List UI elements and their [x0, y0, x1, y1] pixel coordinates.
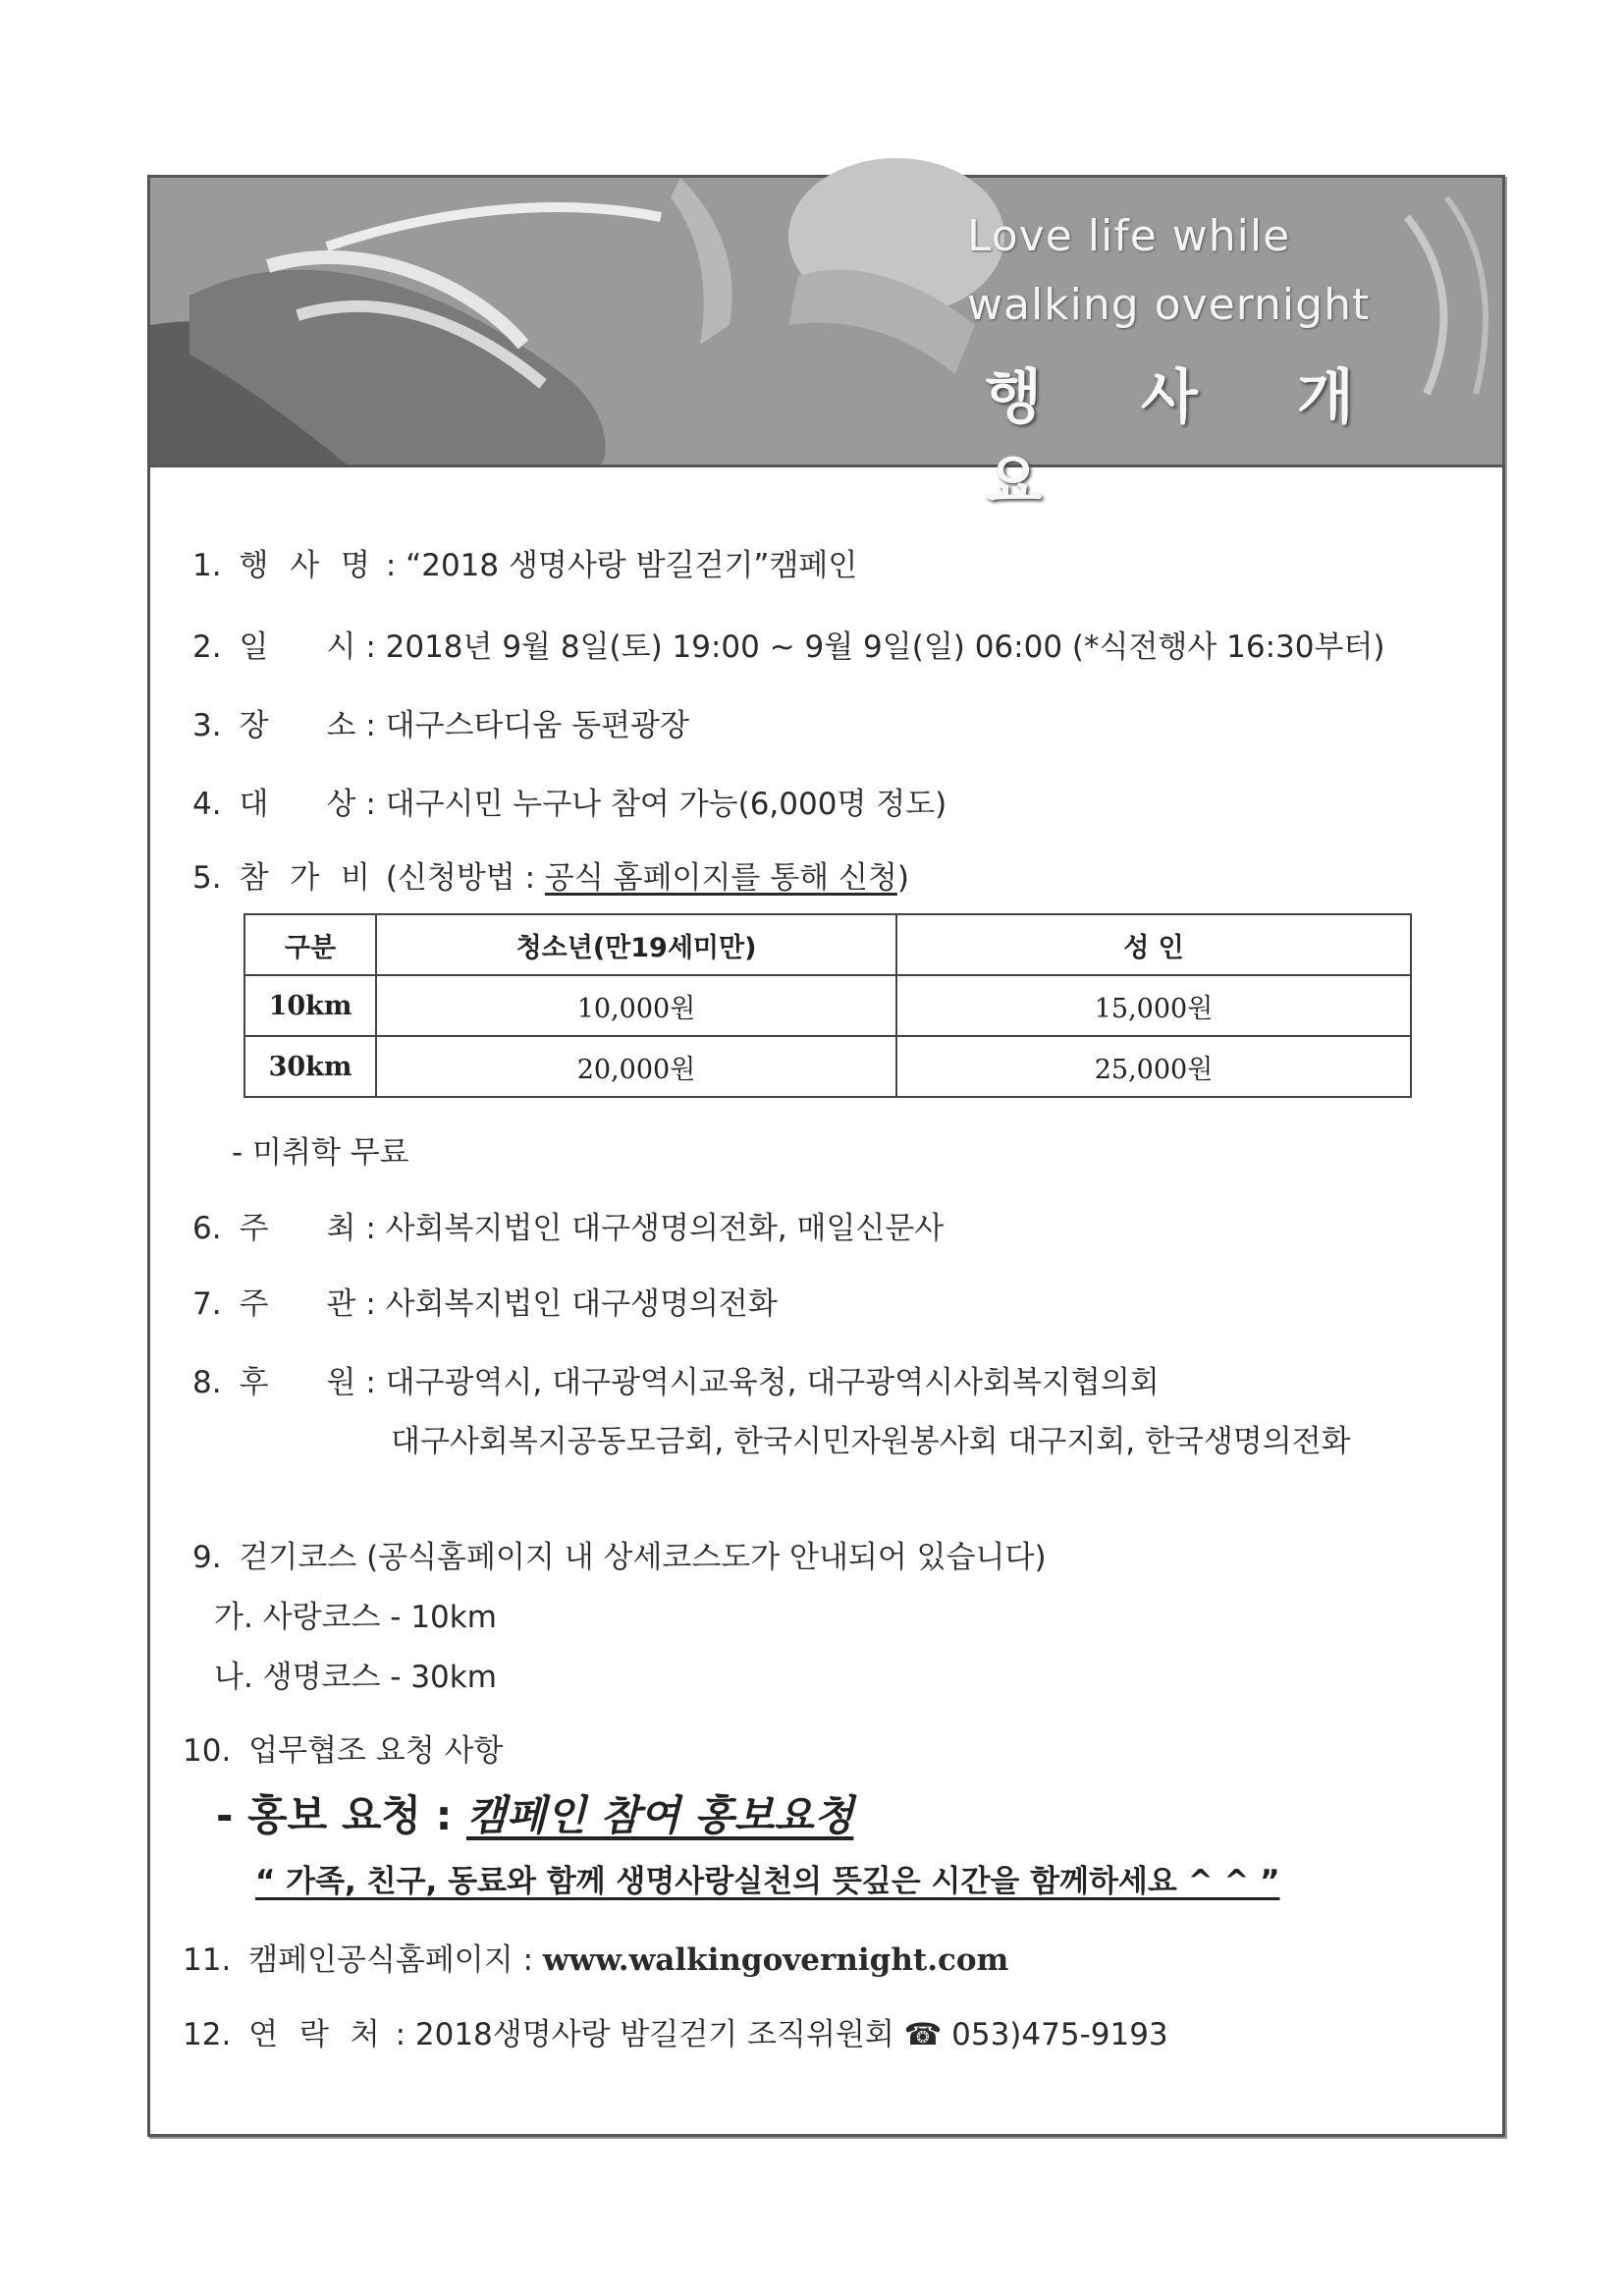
- item-separator: :: [365, 1365, 376, 1400]
- promo-value: 캠페인 참여 홍보요청: [466, 1791, 854, 1839]
- item-number: 6.: [192, 1211, 222, 1246]
- item-label: 행 사 명: [239, 548, 376, 583]
- campaign-slogan: “ 가족, 친구, 동료와 함께 생명사랑실천의 뜻깊은 시간을 함께하세요 ^ ^ ”: [255, 1864, 1280, 1899]
- item-separator: :: [522, 1942, 533, 1978]
- promo-request: [216, 1783, 853, 1842]
- fee-table: [243, 913, 1412, 1098]
- fee-method-close: ): [896, 860, 909, 896]
- banner: [150, 178, 1502, 517]
- fee-cell-adult: 25,000원: [896, 1036, 1411, 1097]
- item-fee: [192, 858, 909, 898]
- promo-label: - 홍보 요청 :: [216, 1791, 467, 1839]
- item-event-name: [192, 546, 857, 585]
- item-value: “2018 생명사랑 밤길걷기”캠페인: [406, 548, 858, 583]
- item-venue: [192, 706, 689, 745]
- course-love: 가. 사랑코스 - 10km: [214, 1600, 497, 1635]
- item-number: 4.: [192, 787, 222, 822]
- item-number: 12.: [183, 2017, 232, 2052]
- item-separator: :: [395, 2017, 406, 2052]
- item-label: 주 관: [239, 1286, 356, 1322]
- fee-method-open: (신청방법 :: [385, 860, 545, 896]
- table-row: [244, 975, 1411, 1036]
- item-separator: :: [385, 548, 397, 583]
- banner-title: 행 사 개 요: [985, 363, 1393, 517]
- homepage-url[interactable]: www.walkingovernight.com: [542, 1942, 1009, 1978]
- item-label: 참 가 비: [239, 860, 376, 896]
- contact-phone: 053)475-9193: [951, 2017, 1168, 2052]
- fee-cell-course: 10km: [244, 975, 376, 1036]
- item-separator: :: [365, 787, 376, 822]
- item-value: 사회복지법인 대구생명의전화: [385, 1286, 778, 1322]
- item-course: [192, 1538, 1047, 1577]
- item-value: 대구시민 누구나 참여 가능(6,000명 정도): [385, 787, 947, 822]
- fee-method-value: 공식 홈페이지를 통해 신청: [544, 860, 897, 896]
- item-number: 11.: [183, 1942, 232, 1978]
- item-number: 10.: [183, 1733, 232, 1769]
- item-label: 후 원: [239, 1365, 356, 1400]
- item-value: 2018생명사랑 밤길걷기 조직위원회: [414, 2017, 894, 2052]
- item-value: 걷기코스 (공식홈페이지 내 상세코스도가 안내되어 있습니다): [239, 1540, 1047, 1575]
- fee-cell-course: 30km: [244, 1036, 376, 1097]
- fee-header-youth: 청소년(만19세미만): [376, 914, 896, 975]
- banner-tagline-line2: walking overnight: [967, 280, 1371, 330]
- course-life: 나. 생명코스 - 30km: [214, 1660, 497, 1695]
- item-number: 3.: [192, 708, 222, 743]
- item-label: 캠페인공식홈페이지: [248, 1942, 514, 1978]
- item-separator: :: [365, 1211, 376, 1246]
- item-homepage: [183, 1941, 1008, 1980]
- banner-tagline-line1: Love life while: [967, 211, 1291, 261]
- item-number: 1.: [192, 548, 222, 583]
- item-label: 연 락 처: [248, 2017, 386, 2052]
- fee-cell-youth: 10,000원: [376, 975, 896, 1036]
- item-label: 주 최: [239, 1211, 356, 1246]
- item-value: 대구광역시, 대구광역시교육청, 대구광역시사회복지협의회: [385, 1365, 1160, 1400]
- item-host: [192, 1209, 944, 1248]
- fee-table-header-row: [244, 914, 1411, 975]
- item-label: 대 상: [239, 787, 356, 822]
- table-row: [244, 1036, 1411, 1097]
- item-number: 5.: [192, 860, 222, 896]
- fee-header-category: 구분: [244, 914, 376, 975]
- fee-cell-adult: 15,000원: [896, 975, 1411, 1036]
- item-value: 대구스타디움 동편광장: [385, 708, 689, 743]
- item-value: 2018년 9월 8일(토) 19:00 ~ 9월 9일(일) 06:00 (*식전행사 16:30부터): [385, 629, 1385, 665]
- item-sponsor-continued: 대구사회복지공동모금회, 한국시민자원봉사회 대구지회, 한국생명의전화: [391, 1424, 1351, 1459]
- item-number: 8.: [192, 1365, 222, 1400]
- fee-cell-youth: 20,000원: [376, 1036, 896, 1097]
- fee-note: - 미취학 무료: [232, 1135, 409, 1171]
- item-organizer: [192, 1285, 778, 1324]
- item-contact: [183, 2015, 1168, 2054]
- item-value: 업무협조 요청 사항: [248, 1733, 504, 1769]
- phone-icon: ☎: [903, 2017, 943, 2052]
- item-label: 일 시: [239, 629, 356, 665]
- item-target: [192, 785, 947, 824]
- fee-header-adult: 성 인: [896, 914, 1411, 975]
- item-datetime: [192, 628, 1384, 667]
- item-number: 7.: [192, 1286, 222, 1322]
- item-separator: :: [365, 708, 376, 743]
- item-cooperation: [183, 1731, 503, 1771]
- item-number: 9.: [192, 1540, 222, 1575]
- item-number: 2.: [192, 629, 222, 665]
- item-separator: :: [365, 629, 376, 665]
- item-separator: :: [365, 1286, 376, 1322]
- item-label: 장 소: [239, 708, 356, 743]
- item-sponsor: [192, 1363, 1160, 1402]
- item-value: 사회복지법인 대구생명의전화, 매일신문사: [385, 1211, 945, 1246]
